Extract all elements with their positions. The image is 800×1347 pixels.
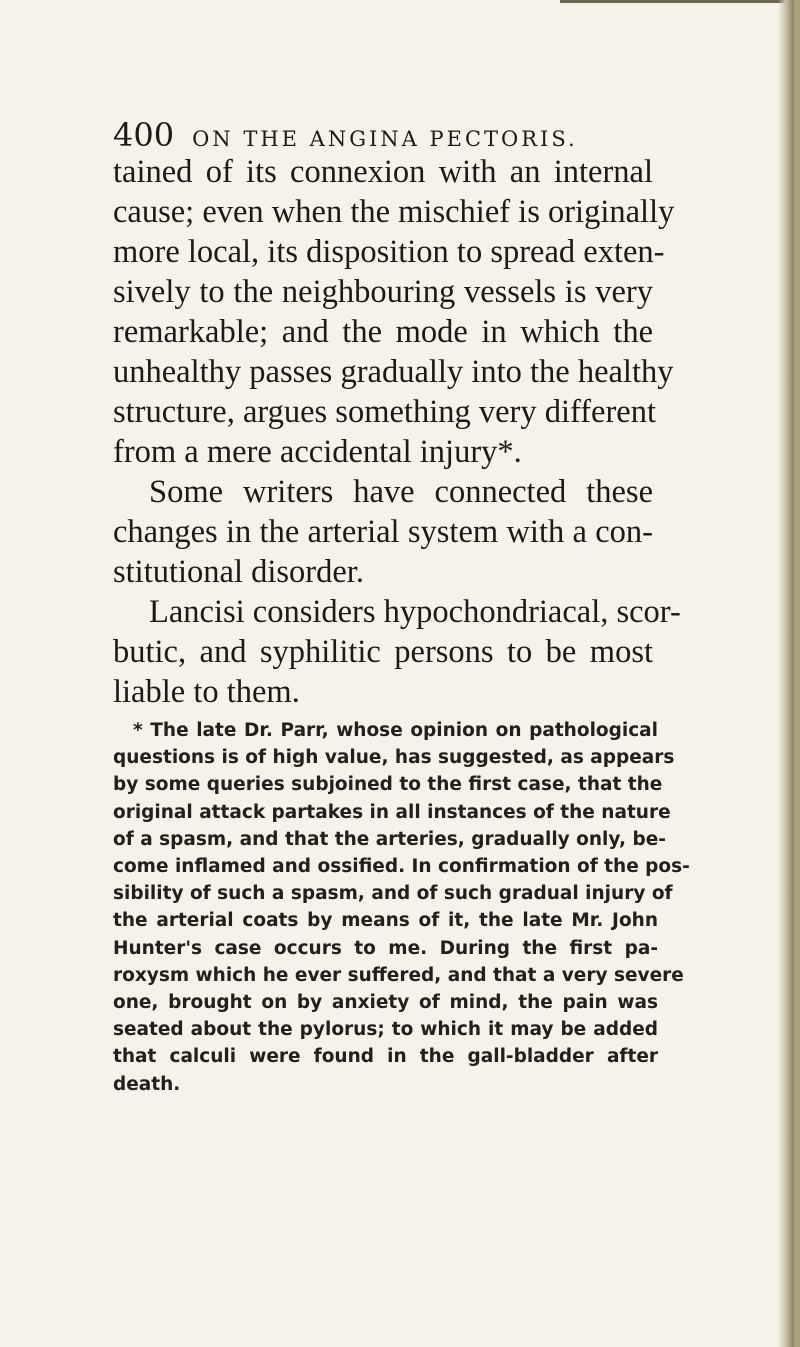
body-line: Some writers have connected these [149,474,653,510]
body-line: changes in the arterial system with a con- [113,514,653,550]
footnote-line: seated about the pylorus; to which it may be added [113,1019,658,1041]
body-line: stitutional disorder. [113,554,364,590]
page-edge-strip [794,0,800,1347]
body-line: tained of its connexion with an internal [113,154,653,190]
footnote-line: Hunter's case occurs to me. During the first pa- [113,937,658,959]
body-line: from a mere accidental injury*. [113,434,522,470]
footnote-line: by some queries subjoined to the first case, that the [113,774,663,796]
footnote-line: sibility of such a spasm, and of such gradual injury of [113,883,673,905]
body-line: liable to them. [113,674,300,710]
body-line: butic, and syphilitic persons to be most [113,634,653,670]
body-line: cause; even when the mischief is originally [113,194,675,230]
footnote-line: original attack partakes in all instances of the nature [113,801,671,823]
body-line: remarkable; and the mode in which the [113,314,653,350]
running-title: ON THE ANGINA PECTORIS. [192,127,578,151]
body-line: sively to the neighbouring vessels is very [113,274,653,310]
page-edge-top-line [560,0,800,3]
page-header [113,116,578,154]
footnote-line: that calculi were found in the gall-bladder after [113,1046,658,1068]
body-line: more local, its disposition to spread exten- [113,234,665,270]
footnote-line: of a spasm, and that the arteries, gradually only, be- [113,828,666,850]
footnote [113,717,690,1098]
main-text [113,152,681,712]
footnote-line: come inflamed and ossified. In confirmation of the pos- [113,856,690,878]
body-line: unhealthy passes gradually into the healthy [113,354,674,390]
footnote-line: questions is of high value, has suggested, as appears [113,747,675,769]
footnote-line: death. [113,1073,181,1095]
body-line: structure, argues something very different [113,394,657,430]
footnote-line: the arterial coats by means of it, the late Mr. John [113,910,658,932]
footnote-line: roxysm which he ever suffered, and that a very severe [113,964,684,986]
footnote-line: * The late Dr. Parr, whose opinion on pathological [133,720,658,741]
page-number: 400 [113,116,175,154]
body-line: Lancisi considers hypochondriacal, scor- [149,594,681,630]
footnote-line: one, brought on by anxiety of mind, the pain was [113,992,658,1014]
